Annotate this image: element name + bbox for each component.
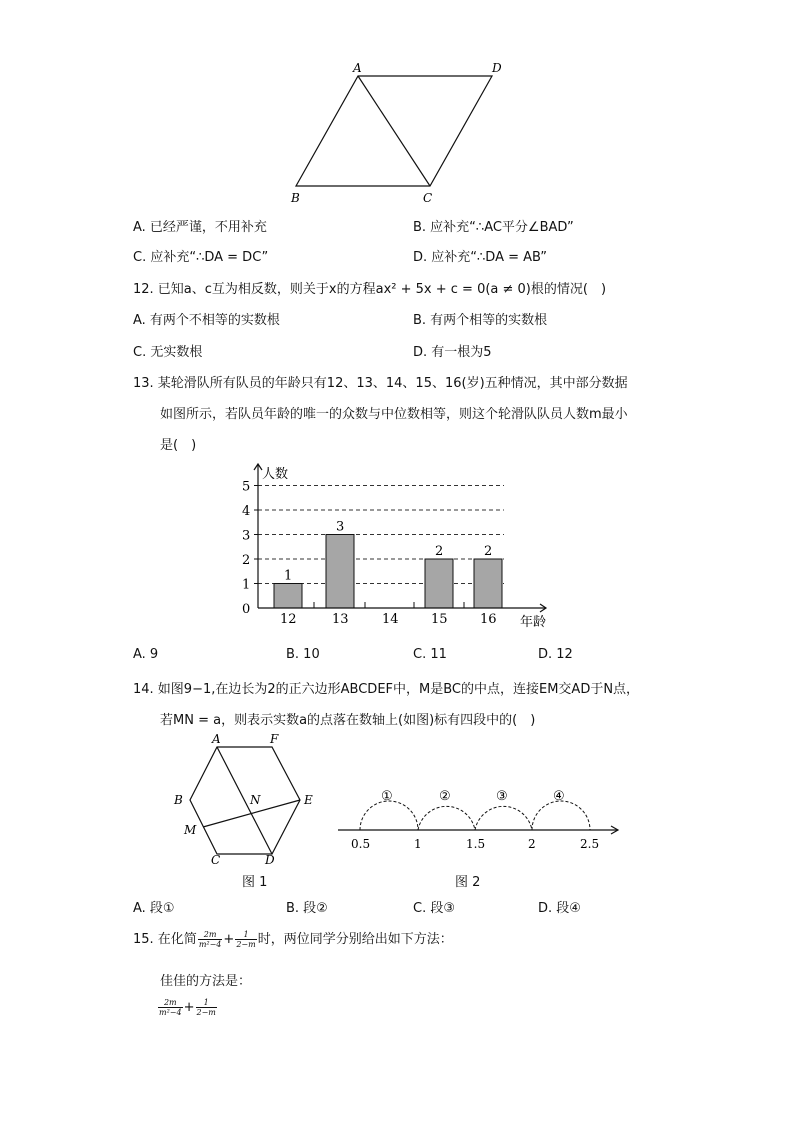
q11-option-c[interactable]: C. 应补充“∴DA = DC”	[133, 250, 269, 265]
tick-label-2.5: 2.5	[580, 837, 600, 851]
hexagon-figure	[170, 730, 330, 870]
hex-label-f: F	[270, 732, 279, 746]
q12-option-c[interactable]: C. 无实数根	[133, 345, 203, 360]
vertex-label-a: A	[353, 61, 362, 75]
q15-method-plus: +	[183, 1000, 195, 1015]
q13-option-a[interactable]: A. 9	[133, 647, 159, 662]
rhombus-figure	[280, 58, 520, 208]
data-label-age-16: 2	[484, 544, 493, 559]
segment-label-4: ④	[553, 789, 565, 804]
hex-label-m: M	[184, 823, 197, 837]
q12-stem: 12. 已知a、c互为相反数，则关于x的方程ax² + 5x + c = 0(a ≠ 0)根的情况( )	[133, 282, 607, 297]
q12-option-a[interactable]: A. 有两个不相等的实数根	[133, 313, 280, 328]
q15-method-fraction-2: $\frac{1}{2-m}$	[196, 998, 216, 1017]
q15-stem-prefix: 15. 在化简	[133, 932, 197, 947]
q15-stem-suffix: 时，两位同学分别给出如下方法：	[257, 932, 453, 947]
q13-stem-line3: 是( )	[160, 438, 197, 453]
segment-label-2: ②	[439, 789, 451, 804]
tick-label-0.5: 0.5	[351, 837, 371, 851]
bar-age-16	[474, 559, 502, 608]
q15-fraction-1: $\frac{2m}{\text{m²−4}}$	[198, 930, 222, 949]
q13-stem-line2: 如图所示，若队员年龄的唯一的众数与中位数相等，则这个轮滑队队员人数m最小	[160, 407, 628, 422]
vertex-label-d: D	[492, 61, 502, 75]
x-tick-label-13: 13	[332, 612, 349, 627]
x-tick-label-14: 14	[382, 612, 399, 627]
y-tick-label: 3	[242, 528, 251, 544]
q12-option-b[interactable]: B. 有两个相等的实数根	[413, 313, 548, 328]
bar-age-13	[326, 535, 354, 609]
y-tick-label: 2	[242, 553, 251, 568]
y-tick-label: 0	[242, 602, 251, 617]
q14-stem-line2: 若MN = a，则表示实数a的点落在数轴上(如图)标有四段中的( )	[160, 713, 536, 728]
q11-option-b[interactable]: B. 应补充“∴AC平分∠BAD”	[413, 220, 574, 235]
bar-age-12	[274, 584, 302, 609]
vertex-label-c: C	[423, 191, 433, 205]
q15-method-fraction-1: $\frac{2m}{\text{m²−4}}$	[159, 998, 182, 1017]
q13-option-b[interactable]: B. 10	[286, 647, 320, 662]
q14-option-b[interactable]: B. 段②	[286, 901, 328, 916]
hex-label-d: D	[265, 853, 275, 867]
hex-label-c: C	[211, 853, 221, 867]
q13-option-c[interactable]: C. 11	[413, 647, 447, 662]
q11-option-a[interactable]: A. 已经严谨，不用补充	[133, 220, 267, 235]
data-label-age-13: 3	[336, 519, 345, 535]
q11-option-d[interactable]: D. 应补充“∴DA = AB”	[413, 250, 547, 265]
figure-1-caption: 图 1	[242, 875, 268, 890]
data-label-age-15: 2	[435, 544, 444, 559]
number-line-figure	[330, 782, 630, 852]
q12-option-d[interactable]: D. 有一根为5	[413, 345, 492, 360]
x-tick-label-15: 15	[431, 612, 448, 627]
q15-stem	[133, 928, 453, 949]
vertex-label-b: B	[291, 191, 300, 205]
age-bar-chart	[228, 460, 558, 635]
y-tick-label: 4	[242, 504, 251, 519]
q14-option-c[interactable]: C. 段③	[413, 901, 455, 916]
q14-option-a[interactable]: A. 段①	[133, 901, 175, 916]
q13-option-d[interactable]: D. 12	[538, 647, 573, 662]
y-tick-label: 1	[242, 577, 251, 593]
tick-label-1.5: 1.5	[466, 837, 486, 851]
q15-method-expression	[157, 998, 218, 1017]
y-axis-label: 人数	[262, 467, 289, 482]
segment-label-3: ③	[496, 789, 508, 804]
q14-stem-line1: 14. 如图9−1,在边长为2的正六边形ABCDEF中，M是BC的中点，连接EM交AD于N点，	[133, 682, 640, 697]
q13-stem-line1: 13. 某轮滑队所有队员的年龄只有12、13、14、15、16(岁)五种情况，其中部分数据	[133, 376, 628, 391]
hex-label-n: N	[250, 793, 261, 807]
data-label-age-12: 1	[284, 568, 293, 584]
hex-label-e: E	[304, 793, 313, 807]
hex-label-a: A	[212, 732, 221, 746]
x-tick-label-12: 12	[280, 612, 297, 627]
figure-2-caption: 图 2	[455, 875, 481, 890]
q15-fraction-2: $\frac{1}{2-m}$	[236, 930, 256, 949]
x-axis-label: 年龄	[520, 615, 547, 630]
q15-method-label: 佳佳的方法是：	[160, 974, 252, 989]
tick-label-2: 2	[528, 837, 536, 851]
y-tick-label: 5	[242, 479, 251, 495]
q15-plus: +	[223, 932, 235, 947]
bar-age-15	[425, 559, 453, 608]
tick-label-1: 1	[414, 837, 422, 851]
x-tick-label-16: 16	[480, 612, 497, 627]
q14-option-d[interactable]: D. 段④	[538, 901, 581, 916]
segment-label-1: ①	[381, 789, 393, 804]
hex-label-b: B	[174, 793, 183, 807]
